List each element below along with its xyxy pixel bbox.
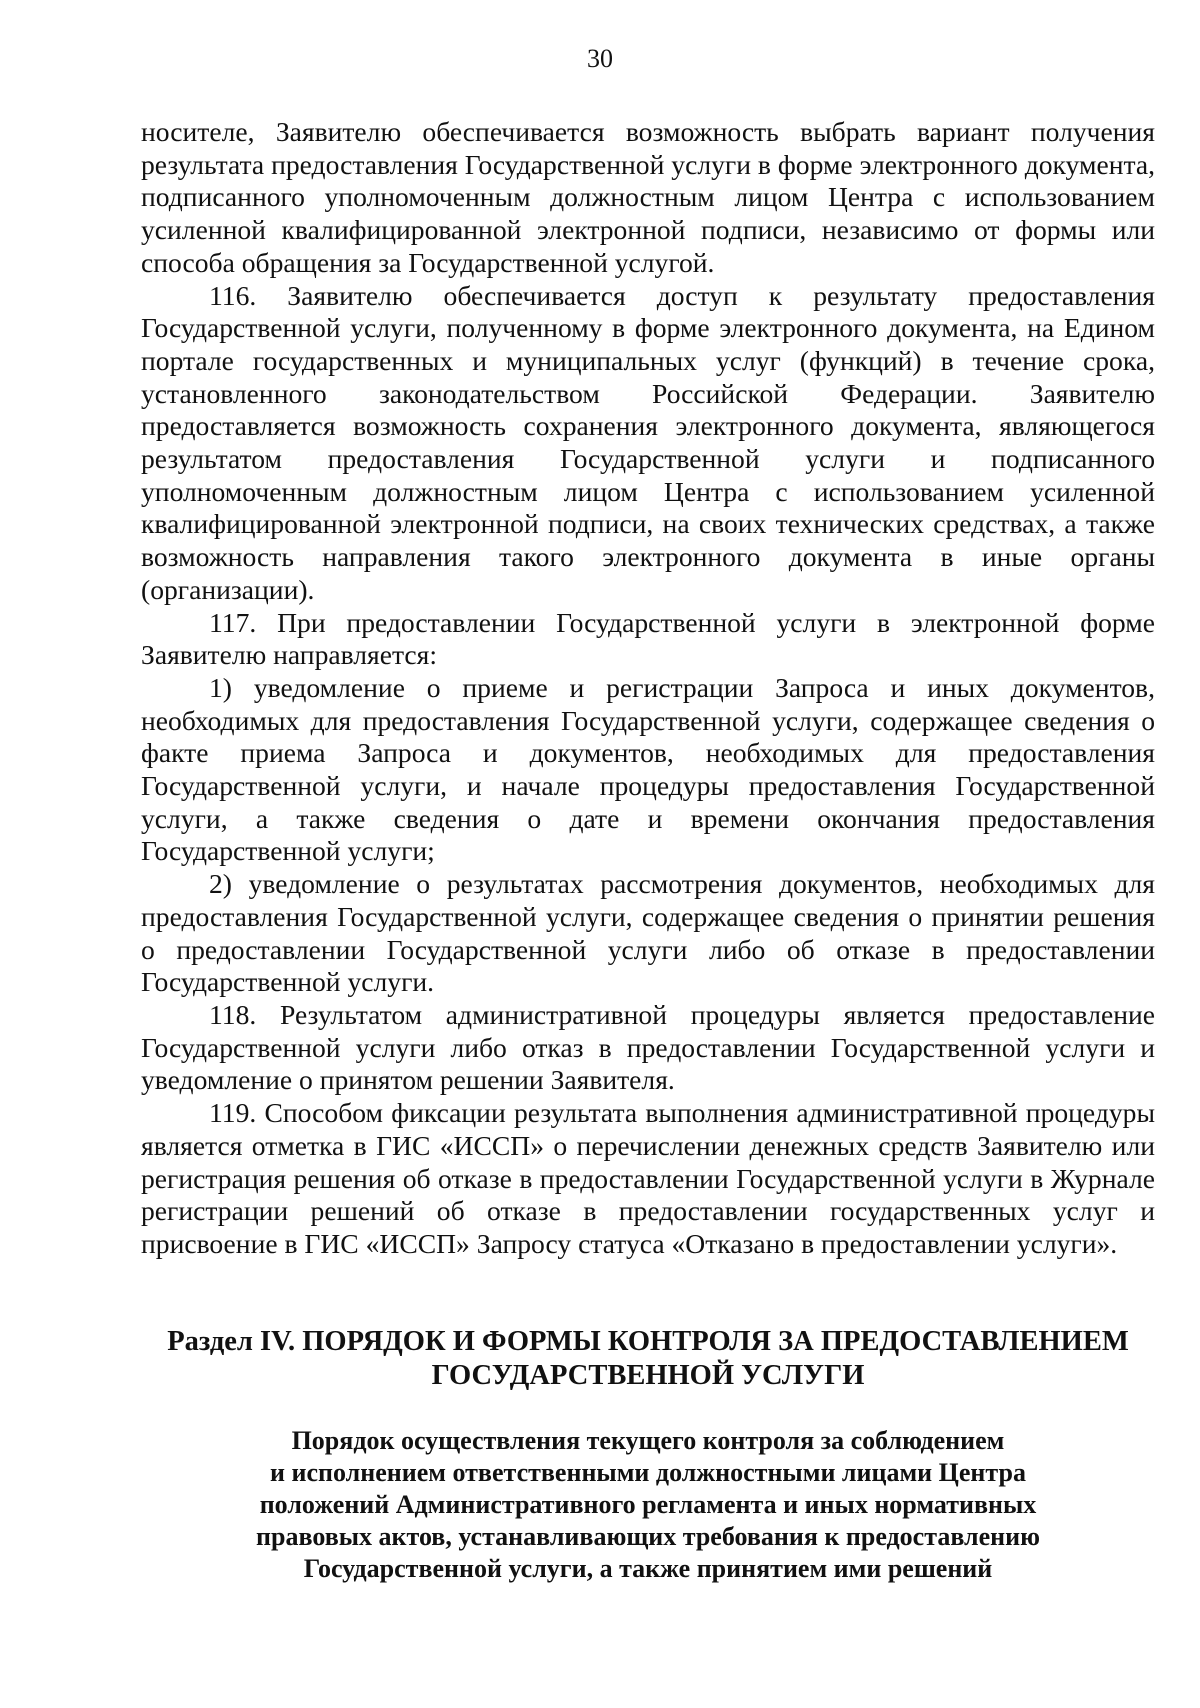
paragraph-117-item-2: 2) уведомление о результатах рассмотрения документов, необходимых для предоставления Государственной услуги, содержащее сведения о принятии решения о предоставлении Государственной услуги либо об отказе в предоставлении Государственной услуги. — [141, 868, 1155, 998]
paragraph-119: 119. Способом фиксации результата выполнения административной процедуры является отметка в ГИС «ИССП» о перечислении денежных средств Заявителю или регистрация решения об отказе в предоставлении Государственной услуги в Журнале регистрации решений об отказе в предоставлении государственных услуг и присвоение в ГИС «ИССП» Запросу статуса «Отказано в предоставлении услуги». — [141, 1097, 1155, 1259]
paragraph-117: 117. При предоставлении Государственной услуги в электронной форме Заявителю направляется: — [141, 606, 1155, 671]
section-heading-line: ГОСУДАРСТВЕННОЙ УСЛУГИ — [431, 1360, 865, 1391]
subsection-heading-line: правовых актов, устанавливающих требования к предоставлению — [256, 1522, 1040, 1551]
page-number: 30 — [587, 44, 613, 73]
paragraph-117-item-1: 1) уведомление о приеме и регистрации Запроса и иных документов, необходимых для предоставления Государственной услуги, содержащее сведения о факте приема Запроса и документов, необходимых для предоставления Государственной услуги, и начале процедуры предоставления Государственной услуги, а также сведения о дате и времени окончания предоставления Государственной услуги; — [141, 671, 1155, 867]
section-heading-line: Раздел IV. ПОРЯДОК И ФОРМЫ КОНТРОЛЯ ЗА ПРЕДОСТАВЛЕНИЕМ — [167, 1326, 1129, 1357]
body-text — [141, 116, 1155, 1261]
subsection-heading-line: положений Административного регламента и иных нормативных — [259, 1490, 1037, 1519]
subsection-heading-line: и исполнением ответственными должностными лицами Центра — [270, 1458, 1026, 1487]
section-heading — [141, 1325, 1155, 1393]
subsection-heading — [141, 1425, 1155, 1585]
paragraph-continuation: носителе, Заявителю обеспечивается возможность выбрать вариант получения результата предоставления Государственной услуги в форме электронного документа, подписанного уполномоченным должностным лицом Центра с использованием усиленной квалифицированной электронной подписи, независимо от формы или способа обращения за Государственной услугой. — [141, 116, 1155, 278]
subsection-heading-line: Порядок осуществления текущего контроля за соблюдением — [291, 1426, 1005, 1455]
paragraph-116: 116. Заявителю обеспечивается доступ к результату предоставления Государственной услуги, полученному в форме электронного документа, на Едином портале государственных и муниципальных услуг (функций) в течение срока, установленного законодательством Российской Федерации. Заявителю предоставляется возможность сохранения электронного документа, являющегося результатом предоставления Государственной услуги и подписанного уполномоченным должностным лицом Центра с использованием усиленной квалифицированной электронной подписи, на своих технических средствах, а также возможность направления такого электронного документа в иные органы (организации). — [141, 279, 1155, 605]
subsection-heading-line: Государственной услуги, а также принятием ими решений — [303, 1554, 993, 1583]
paragraph-118: 118. Результатом административной процедуры является предоставление Государственной услуги либо отказ в предоставлении Государственной услуги и уведомление о принятом решении Заявителя. — [141, 998, 1155, 1096]
